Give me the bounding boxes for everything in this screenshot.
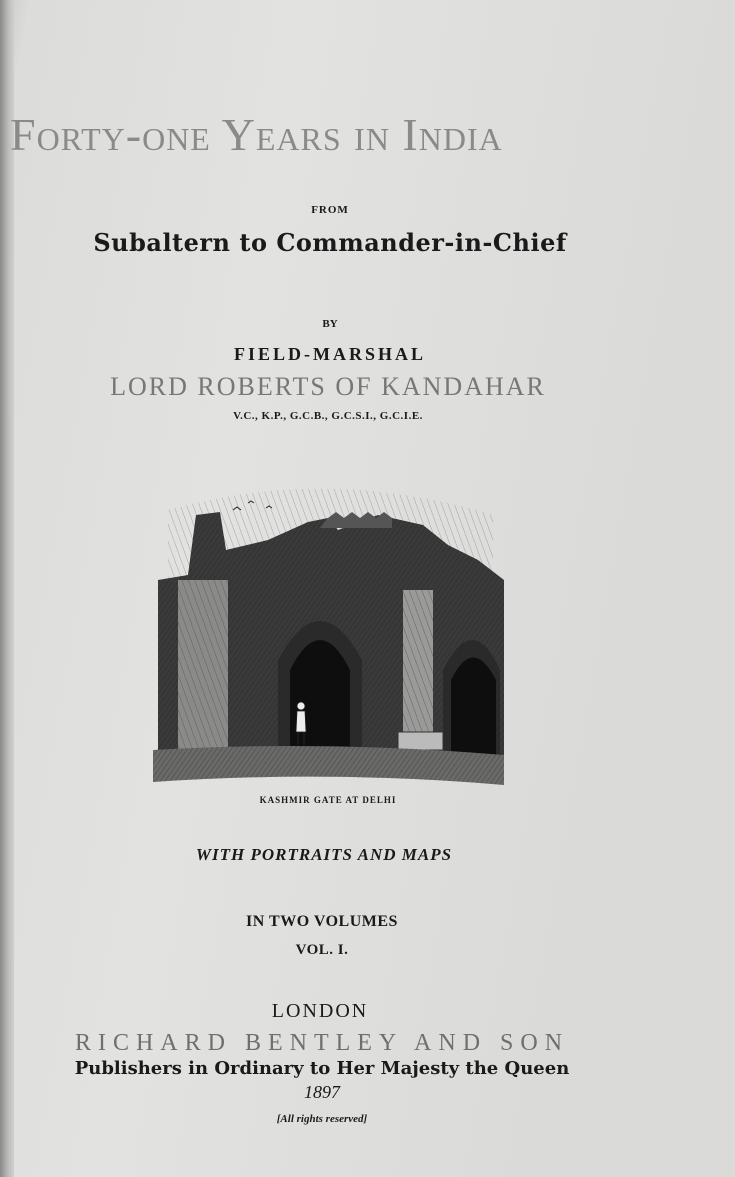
- publisher-appointment: Publishers in Ordinary to Her Majesty the Queen: [74, 1058, 570, 1079]
- from-label: FROM: [311, 204, 349, 216]
- rights-notice: [All rights reserved]: [276, 1113, 368, 1125]
- publisher-name: RICHARD BENTLEY AND SON: [74, 1030, 570, 1056]
- frontispiece-caption: KASHMIR GATE AT DELHI: [259, 795, 397, 805]
- book-title: Forty-one Years in India: [10, 109, 503, 160]
- illustrations-note: WITH PORTRAITS AND MAPS: [195, 845, 453, 864]
- volumes-note: IN TWO VOLUMES: [246, 913, 398, 930]
- kashmir-gate-engraving: [148, 470, 508, 790]
- author-rank: FIELD-MARSHAL: [233, 344, 426, 364]
- publication-city: LONDON: [271, 1000, 369, 1022]
- volume-number: VOL. I.: [295, 942, 349, 958]
- publication-year: 1897: [304, 1082, 340, 1102]
- author-honours: V.C., K.P., G.C.B., G.C.S.I., G.C.I.E.: [233, 410, 423, 422]
- book-subtitle: Subaltern to Commander-in-Chief: [93, 228, 567, 257]
- by-label: BY: [322, 318, 338, 330]
- author-name: LORD ROBERTS OF KANDAHAR: [110, 372, 546, 401]
